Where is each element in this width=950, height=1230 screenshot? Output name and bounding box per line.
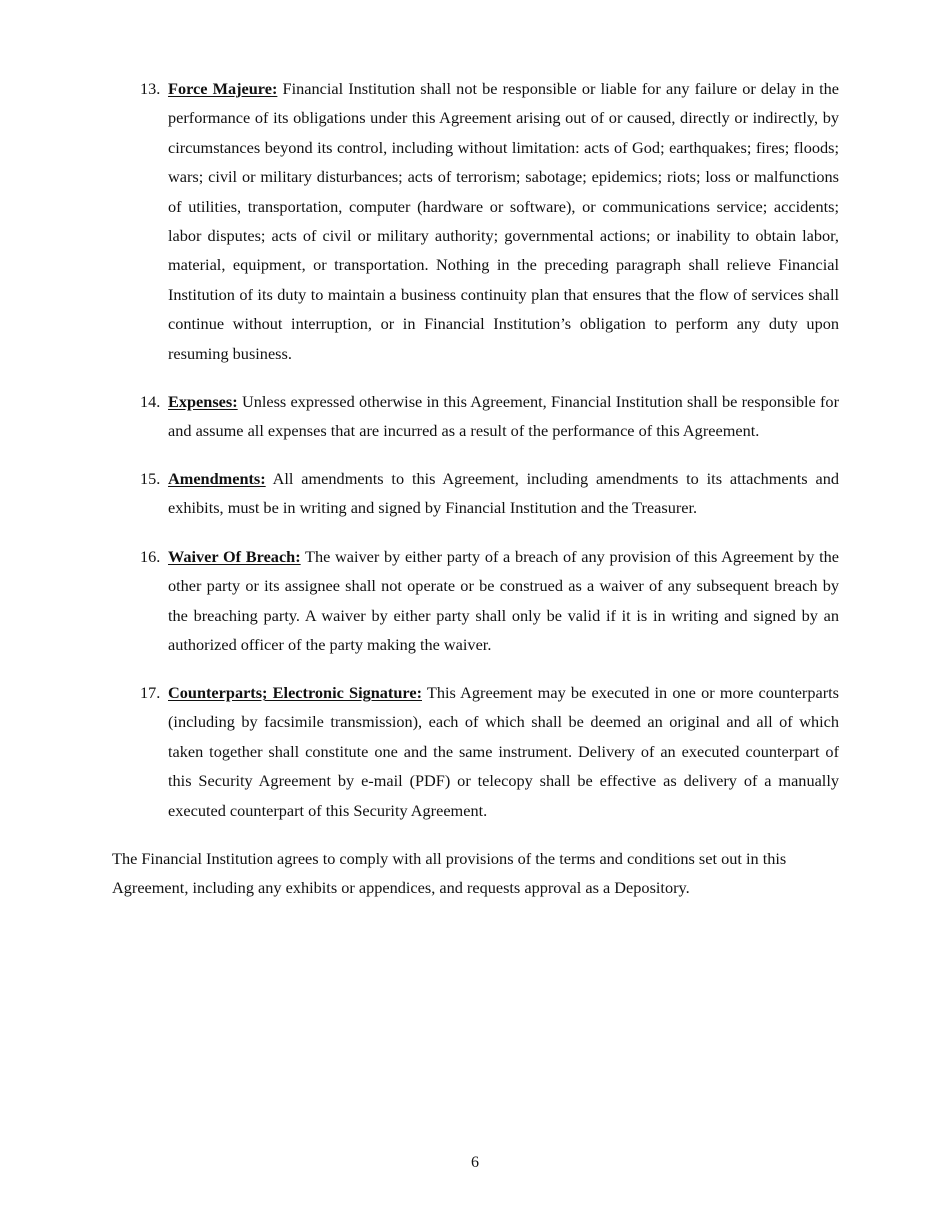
clause-number: 13. [140,79,161,98]
clause-waiver-of-breach [140,542,839,660]
clause-expenses [140,387,839,446]
clause-text: All amendments to this Agreement, including amendments to its attachments and exhibits, must be in writing and signed by Financial Institution and the Treasurer. [168,469,839,518]
clause-number: 15. [140,469,161,488]
clause-heading: Counterparts; Electronic Signature: [168,683,422,702]
clause-amendments [140,464,839,523]
page-number: 6 [471,1154,479,1171]
clause-heading: Waiver Of Breach: [168,547,301,566]
closing-paragraph: The Financial Institution agrees to comply with all provisions of the terms and conditions set out in this Agreement, including any exhibits or appendices, and requests approval as a Depository. [112,849,787,898]
clause-number: 16. [140,547,161,566]
clause-number: 14. [140,392,161,411]
clause-text: This Agreement may be executed in one or more counterparts (including by facsimile transmission), each of which shall be deemed an original and all of which taken together shall constitute one and the same instrument. Delivery of an executed counterpart of this Security Agreement by e-mail (PDF) or telecopy shall be effective as delivery of a manually executed counterpart of this Security Agreement. [168,683,839,820]
clause-heading: Amendments: [168,469,266,488]
clause-text: The waiver by either party of a breach of any provision of this Agreement by the other party or its assignee shall not operate or be construed as a waiver of any subsequent breach by the breaching party. A waiver by either party shall only be valid if it is in writing and signed by an authorized officer of the party making the waiver. [168,547,840,655]
clause-force-majeure [140,74,839,368]
clause-heading: Expenses: [168,392,238,411]
clause-heading: Force Majeure: [168,79,278,98]
clause-text: Financial Institution shall not be responsible or liable for any failure or delay in the performance of its obligations under this Agreement arising out of or caused, directly or indirectly, by circumstances beyond its control, including without limitation: acts of God; earthquakes; fires; floods; wars; civil or military disturbances; acts of terrorism; sabotage; epidemics; riots; loss or malfunctions of utilities, transportation, computer (hardware or software), or communications service; accidents; labor disputes; acts of civil or military authority; governmental actions; or inability to obtain labor, material, equipment, or transportation. Nothing in the preceding paragraph shall relieve Financial Institution of its duty to maintain a business continuity plan that ensures that the flow of services shall continue without interruption, or in Financial Institution’s obligation to perform any duty upon resuming business. [168,79,839,363]
clause-text: Unless expressed otherwise in this Agreement, Financial Institution shall be responsible for and assume all expenses that are incurred as a result of the performance of this Agreement. [168,392,839,441]
clause-number: 17. [140,683,161,702]
clause-counterparts [140,678,839,825]
